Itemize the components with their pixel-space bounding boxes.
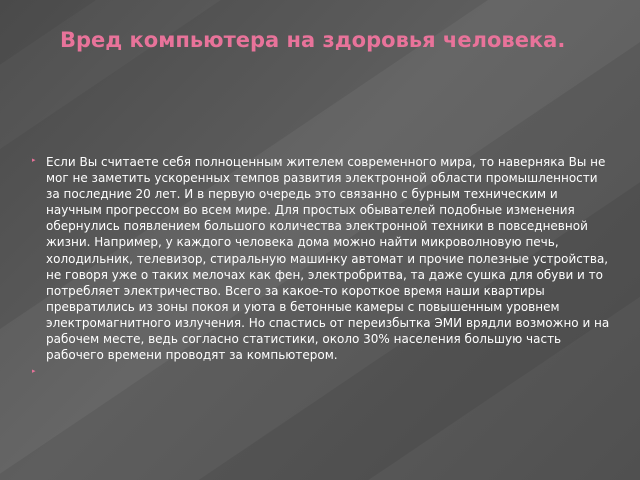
empty-bullet [32, 365, 610, 381]
paragraph-text: Если Вы считаете себя полноценным жителем современного мира, то наверняка Вы не мог не заметить ускоренных темпов развития электронной области промышленности за последние 20 лет. И в первую очередь это связанно с бурным техническим и научным прогрессом во всем мире. Для простых обывателей подобные изменения обернулись появлением большого количества электронной техники в повседневной жизни. Например, у каждого человека дома можно найти микроволновую печь, холодильник, телевизор, стиральную машинку автомат и прочие полезные устройства, не говоря уже о таких мелочах как фен, электробритва, та даже сушка для обуви и то потребляет электричество. Всего за какое-то короткое время наши квартиры превратились из зоны покоя и уюта в бетонные камеры с повышенным уровнем электромагнитного излучения. Но спастись от переизбытка ЭМИ врядли возможно и на рабочем месте, ведь согласно статистики, около 30% населения большую часть рабочего времени проводят за компьютером. [46, 155, 610, 363]
slide-content [32, 154, 610, 381]
bullet-paragraph [32, 154, 610, 363]
bullet-icon: ▸ [32, 156, 36, 164]
slide-title: Вред компьютера на здоровья человека. [60, 28, 566, 52]
bullet-icon: ▸ [32, 367, 36, 376]
